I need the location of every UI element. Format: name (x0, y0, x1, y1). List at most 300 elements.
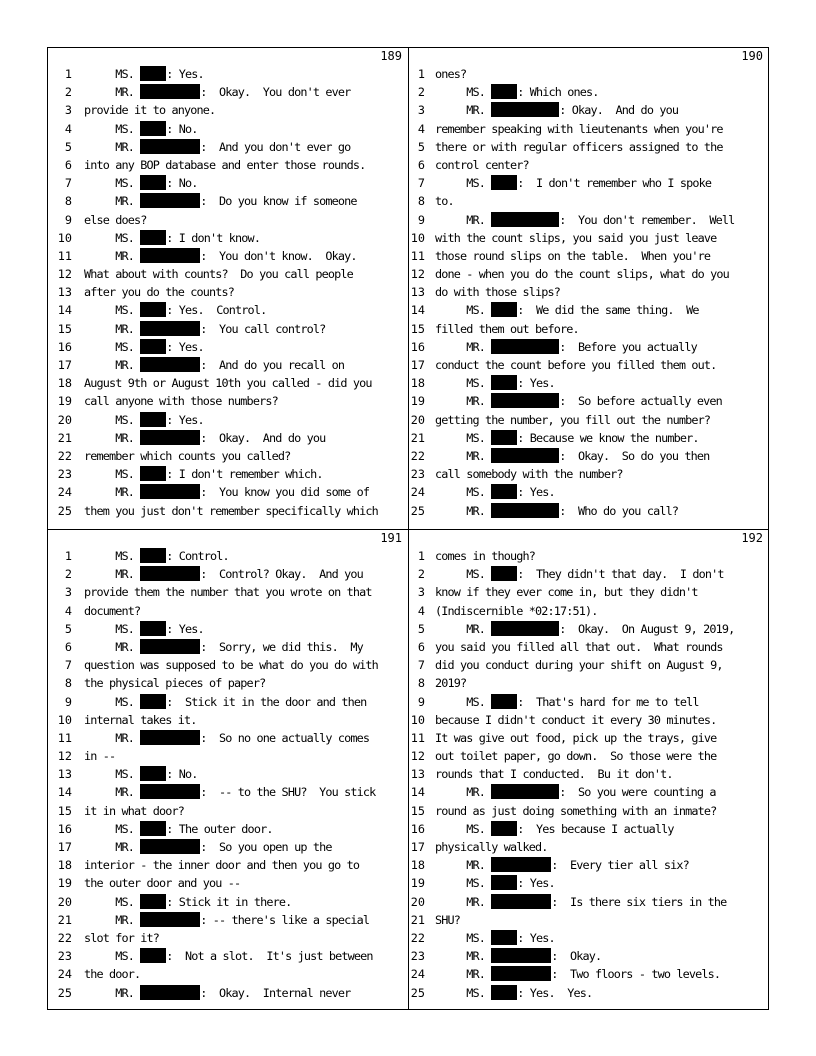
transcript-line (409, 120, 769, 138)
line-number: 12 (410, 267, 425, 282)
transcript-line (48, 874, 408, 892)
text-segment: : And you don't ever go (200, 139, 351, 154)
line-number: 19 (410, 394, 425, 409)
line-text (435, 656, 723, 674)
transcript-line (48, 83, 408, 101)
line-number: 15 (410, 803, 425, 818)
text-segment: : Yes. (517, 930, 555, 945)
line-number: 9 (64, 212, 72, 227)
text-segment: : That's hard for me to tell (517, 694, 699, 709)
line-number: 25 (410, 985, 425, 1000)
text-segment: remember which counts you called? (84, 448, 291, 463)
text-segment: : Yes because I actually (517, 821, 674, 836)
line-text (435, 156, 529, 174)
line-number: 6 (64, 157, 72, 172)
line-number: 22 (410, 930, 425, 945)
text-segment: : Yes. (166, 67, 204, 81)
line-text (435, 356, 716, 374)
text-segment: : You know you did some of (200, 485, 370, 500)
redaction-block (491, 448, 559, 463)
transcript-line (48, 929, 408, 947)
line-text (84, 338, 204, 356)
redaction-block (140, 248, 200, 263)
line-number: 13 (57, 767, 72, 782)
text-segment: there or with regular officers assigned to the (435, 139, 723, 154)
line-number: 1 (417, 549, 425, 563)
text-segment: MS. (84, 549, 141, 563)
text-segment: comes in though? (435, 549, 536, 563)
redaction-block (140, 321, 200, 336)
transcript-page (409, 48, 769, 529)
transcript-line (409, 174, 769, 192)
text-segment: : Sorry, we did this. My (200, 639, 363, 654)
line-number: 20 (410, 412, 425, 427)
redaction-block (140, 985, 200, 1000)
line-text (435, 265, 729, 283)
text-segment: because I didn't conduct it every 30 minutes. (435, 712, 717, 727)
line-number: 18 (57, 376, 72, 391)
redaction-block (140, 66, 166, 81)
transcript-line (409, 65, 769, 83)
transcript-line (409, 265, 769, 283)
line-text (84, 83, 350, 101)
text-segment: : No. (166, 767, 198, 782)
line-text (84, 283, 234, 301)
text-segment: MR. (84, 567, 141, 582)
line-number: 14 (57, 785, 72, 800)
transcript-line (409, 874, 769, 892)
redaction-block (140, 302, 166, 317)
line-number: 1 (64, 67, 72, 81)
transcript-line (409, 247, 769, 265)
line-text (84, 820, 273, 838)
redaction-block (140, 948, 166, 963)
text-segment: MR. (84, 139, 141, 154)
transcript-line (48, 392, 408, 410)
text-segment: MR. (435, 894, 492, 909)
text-segment: MR. (435, 212, 492, 227)
transcript-page (48, 48, 408, 529)
text-segment: to. (435, 194, 454, 209)
text-segment: MS. (84, 694, 141, 709)
transcript-page (409, 530, 769, 1011)
line-text (435, 174, 711, 192)
line-text (84, 138, 350, 156)
transcript-line (409, 138, 769, 156)
text-segment: with the count slips, you said you just leave (435, 230, 717, 245)
text-segment: MR. (84, 248, 141, 263)
text-segment: : No. (166, 121, 198, 136)
page-number: 191 (380, 531, 402, 545)
redaction-block (140, 639, 200, 654)
line-number: 20 (410, 894, 425, 909)
transcript-line (48, 483, 408, 501)
transcript-line (409, 101, 769, 119)
redaction-block (491, 102, 559, 117)
transcript-page (48, 530, 408, 1011)
text-segment: : So you open up the (200, 840, 332, 854)
transcript-line (48, 802, 408, 820)
text-segment: : And do you recall on (200, 358, 345, 372)
transcript-line (48, 120, 408, 138)
line-text (84, 783, 375, 801)
line-text (84, 174, 198, 192)
line-text (84, 156, 365, 174)
text-segment: MR. (84, 321, 141, 336)
line-number: 19 (57, 394, 72, 409)
transcript-line (409, 984, 769, 1002)
text-segment: : You don't remember. Well (559, 212, 735, 227)
transcript-line (48, 620, 408, 638)
transcript-line (48, 411, 408, 429)
text-segment: : I don't know. (166, 230, 261, 245)
text-segment: MR. (84, 194, 141, 209)
text-segment: MR. (84, 639, 141, 654)
text-segment: MS. (84, 412, 141, 427)
text-segment: : Two floors - two levels. (551, 967, 721, 982)
page-lines (48, 547, 408, 1002)
text-segment: MS. (435, 930, 492, 945)
line-number: 24 (57, 967, 72, 982)
line-text (435, 984, 592, 1002)
text-segment: MS. (435, 985, 492, 1000)
line-text (84, 101, 215, 119)
redaction-block (140, 548, 166, 563)
text-segment: MR. (435, 858, 492, 873)
line-number: 1 (64, 549, 72, 563)
line-number: 5 (417, 621, 425, 636)
text-segment: slot for it? (84, 930, 160, 945)
line-text (84, 265, 353, 283)
text-segment: rounds that I conducted. Bu it don't. (435, 767, 673, 782)
text-segment: 2019? (435, 676, 467, 691)
line-number: 25 (57, 503, 72, 518)
line-text (435, 674, 466, 692)
line-text (435, 783, 716, 801)
line-text (84, 392, 278, 410)
redaction-block (140, 412, 166, 427)
transcript-line (48, 447, 408, 465)
transcript-line (409, 965, 769, 983)
text-segment: SHU? (435, 912, 461, 927)
redaction-block (140, 784, 200, 799)
redaction-block (491, 84, 517, 99)
line-text (435, 565, 724, 583)
text-segment: done - when you do the count slips, what do you (435, 267, 729, 282)
line-text (435, 338, 697, 356)
line-text (84, 765, 198, 783)
text-segment: MS. (435, 567, 492, 582)
line-number: 5 (64, 621, 72, 636)
page-number: 190 (741, 49, 763, 63)
transcript-line (48, 356, 408, 374)
text-segment: : Every tier all six? (551, 858, 689, 873)
transcript-line (48, 583, 408, 601)
page-lines (48, 65, 408, 520)
line-text (84, 411, 204, 429)
line-number: 23 (57, 467, 72, 482)
transcript-line (48, 174, 408, 192)
text-segment: after you do the counts? (84, 285, 235, 300)
text-segment: you said you filled all that out. What rounds (435, 639, 723, 654)
line-text (435, 211, 734, 229)
line-number: 10 (57, 712, 72, 727)
text-segment: : Before you actually (559, 339, 697, 354)
text-segment: : Yes. (166, 621, 204, 636)
line-number: 8 (64, 194, 72, 209)
redaction-block (140, 139, 200, 154)
transcript-line (409, 856, 769, 874)
line-text (435, 465, 623, 483)
transcript-line (409, 320, 769, 338)
text-segment: internal takes it. (84, 712, 197, 727)
line-number: 3 (417, 103, 425, 118)
text-segment: provide it to anyone. (84, 103, 216, 118)
line-text (84, 620, 204, 638)
text-segment: MR. (84, 358, 141, 372)
line-text (435, 874, 555, 892)
text-segment: MS. (435, 694, 492, 709)
text-segment: call somebody with the number? (435, 467, 623, 482)
text-segment: MS. (84, 339, 141, 354)
text-segment: : -- to the SHU? You stick (200, 785, 376, 800)
text-segment: the door. (84, 967, 141, 982)
transcript-line (409, 747, 769, 765)
text-segment: them you just don't remember specifically which (84, 503, 378, 518)
text-segment: MR. (84, 985, 141, 1000)
line-text (435, 620, 734, 638)
text-segment: : The outer door. (166, 821, 273, 836)
transcript-line (48, 693, 408, 711)
line-text (84, 583, 372, 601)
transcript-line (48, 565, 408, 583)
page-number: 189 (380, 49, 402, 63)
line-text (84, 356, 344, 374)
text-segment: MR. (435, 503, 492, 518)
redaction-block (491, 966, 551, 981)
text-segment: : Do you know if someone (200, 194, 357, 209)
line-number: 12 (410, 749, 425, 764)
line-number: 3 (64, 103, 72, 118)
line-number: 18 (57, 858, 72, 873)
text-segment: MR. (84, 840, 141, 854)
line-number: 11 (57, 248, 72, 263)
transcript-line (409, 838, 769, 856)
line-text (435, 838, 548, 856)
line-text (84, 911, 369, 929)
line-text (84, 483, 369, 501)
transcript-line (48, 820, 408, 838)
text-segment: : No. (166, 176, 198, 191)
line-number: 17 (57, 358, 72, 372)
line-text (435, 301, 699, 319)
transcript-line (409, 156, 769, 174)
redaction-block (140, 193, 200, 208)
line-text (435, 638, 723, 656)
transcript-line (48, 656, 408, 674)
line-text (435, 138, 723, 156)
line-text (435, 711, 716, 729)
line-text (435, 729, 716, 747)
transcript-line (409, 656, 769, 674)
transcript-line (48, 674, 408, 692)
transcript-line (48, 65, 408, 83)
line-number: 24 (410, 967, 425, 982)
text-segment: : We did the same thing. We (517, 303, 699, 318)
text-segment: MR. (435, 394, 492, 409)
line-text (435, 911, 460, 929)
text-segment: round as just doing something with an inmate? (435, 803, 717, 818)
text-segment: : Yes. Control. (166, 303, 267, 318)
text-segment: MS. (84, 767, 141, 782)
line-number: 15 (57, 321, 72, 336)
text-segment: What about with counts? Do you call people (84, 267, 353, 282)
text-segment: question was supposed to be what do you do with (84, 658, 378, 673)
redaction-block (140, 121, 166, 136)
line-number: 18 (410, 376, 425, 391)
text-segment: MS. (84, 303, 141, 318)
text-segment: MR. (84, 730, 141, 745)
redaction-block (491, 621, 559, 636)
text-segment: into any BOP database and enter those rounds. (84, 157, 366, 172)
line-text (435, 83, 599, 101)
text-segment: MS. (84, 121, 141, 136)
line-number: 14 (410, 303, 425, 318)
transcript-line (409, 583, 769, 601)
line-number: 8 (64, 676, 72, 691)
text-segment: MS. (84, 230, 141, 245)
text-segment: : Yes. Yes. (517, 985, 593, 1000)
line-text (84, 693, 366, 711)
transcript-line (48, 711, 408, 729)
transcript-line (409, 283, 769, 301)
text-segment: : Not a slot. It's just between (166, 949, 373, 964)
line-number: 19 (410, 876, 425, 891)
transcript-line (409, 711, 769, 729)
line-number: 6 (417, 157, 425, 172)
transcript-line (409, 447, 769, 465)
transcript-line (409, 893, 769, 911)
line-number: 3 (64, 585, 72, 600)
transcript-line (409, 211, 769, 229)
line-text (84, 965, 140, 983)
redaction-block (140, 894, 166, 909)
line-number: 7 (64, 658, 72, 673)
line-text (84, 502, 378, 520)
text-segment: MS. (84, 894, 141, 909)
text-segment: conduct the count before you filled them out. (435, 358, 717, 372)
text-segment: : Okay. You don't ever (200, 85, 351, 100)
line-number: 13 (410, 767, 425, 782)
text-segment: MR. (435, 621, 492, 636)
transcript-line (48, 247, 408, 265)
line-text (84, 656, 378, 674)
line-text (84, 565, 363, 583)
line-text (435, 283, 560, 301)
transcript-line (48, 156, 408, 174)
line-text (84, 729, 369, 747)
text-segment: MR. (435, 949, 492, 964)
transcript-line (409, 783, 769, 801)
line-number: 14 (410, 785, 425, 800)
text-segment: : Yes. (166, 412, 204, 427)
transcript-line (409, 674, 769, 692)
transcript-line (48, 283, 408, 301)
line-text (84, 856, 359, 874)
line-text (435, 483, 555, 501)
redaction-block (140, 912, 200, 927)
transcript-line (409, 429, 769, 447)
line-text (84, 229, 260, 247)
redaction-block (491, 339, 559, 354)
transcript-line (48, 301, 408, 319)
line-number: 2 (64, 567, 72, 582)
line-number: 6 (417, 639, 425, 654)
transcript-line (409, 192, 769, 210)
text-segment: else does? (84, 212, 147, 227)
text-segment: : Yes. (517, 485, 555, 500)
line-number: 9 (417, 212, 425, 227)
line-text (84, 447, 290, 465)
line-number: 7 (417, 176, 425, 191)
line-text (435, 447, 709, 465)
line-number: 11 (410, 248, 425, 263)
line-text (435, 247, 710, 265)
line-number: 21 (57, 912, 72, 927)
redaction-block (140, 84, 200, 99)
transcript-line (409, 392, 769, 410)
line-number: 13 (410, 285, 425, 300)
text-segment: : Yes. (166, 339, 204, 354)
text-segment: : Is there six tiers in the (551, 894, 727, 909)
text-segment: : So no one actually comes (200, 730, 370, 745)
line-number: 4 (417, 603, 425, 618)
line-text (84, 947, 373, 965)
redaction-block (491, 484, 517, 499)
transcript-line (409, 465, 769, 483)
transcript-line (409, 620, 769, 638)
line-text (84, 638, 363, 656)
text-segment: MS. (84, 621, 141, 636)
text-segment: the outer door and you -- (84, 876, 241, 891)
line-text (435, 765, 673, 783)
line-number: 12 (57, 267, 72, 282)
page-lines (409, 547, 769, 1002)
text-segment: the physical pieces of paper? (84, 676, 266, 691)
text-segment: filled them out before. (435, 321, 579, 336)
text-segment: it in what door? (84, 803, 185, 818)
transcript-line (48, 638, 408, 656)
line-number: 23 (410, 949, 425, 964)
text-segment: : I don't remember which. (166, 467, 323, 482)
text-segment: MR. (84, 912, 141, 927)
page-lines (409, 65, 769, 520)
text-segment: : So you were counting a (559, 785, 716, 800)
transcript-line (48, 602, 408, 620)
redaction-block (491, 857, 551, 872)
redaction-block (491, 821, 517, 836)
text-segment: MR. (435, 448, 492, 463)
line-text (435, 392, 722, 410)
redaction-block (491, 393, 559, 408)
line-text (435, 547, 535, 565)
transcript-line (48, 947, 408, 965)
line-text (84, 211, 147, 229)
line-number: 17 (410, 358, 425, 372)
line-number: 9 (64, 694, 72, 709)
line-number: 21 (410, 912, 425, 927)
text-segment: MS. (435, 485, 492, 500)
